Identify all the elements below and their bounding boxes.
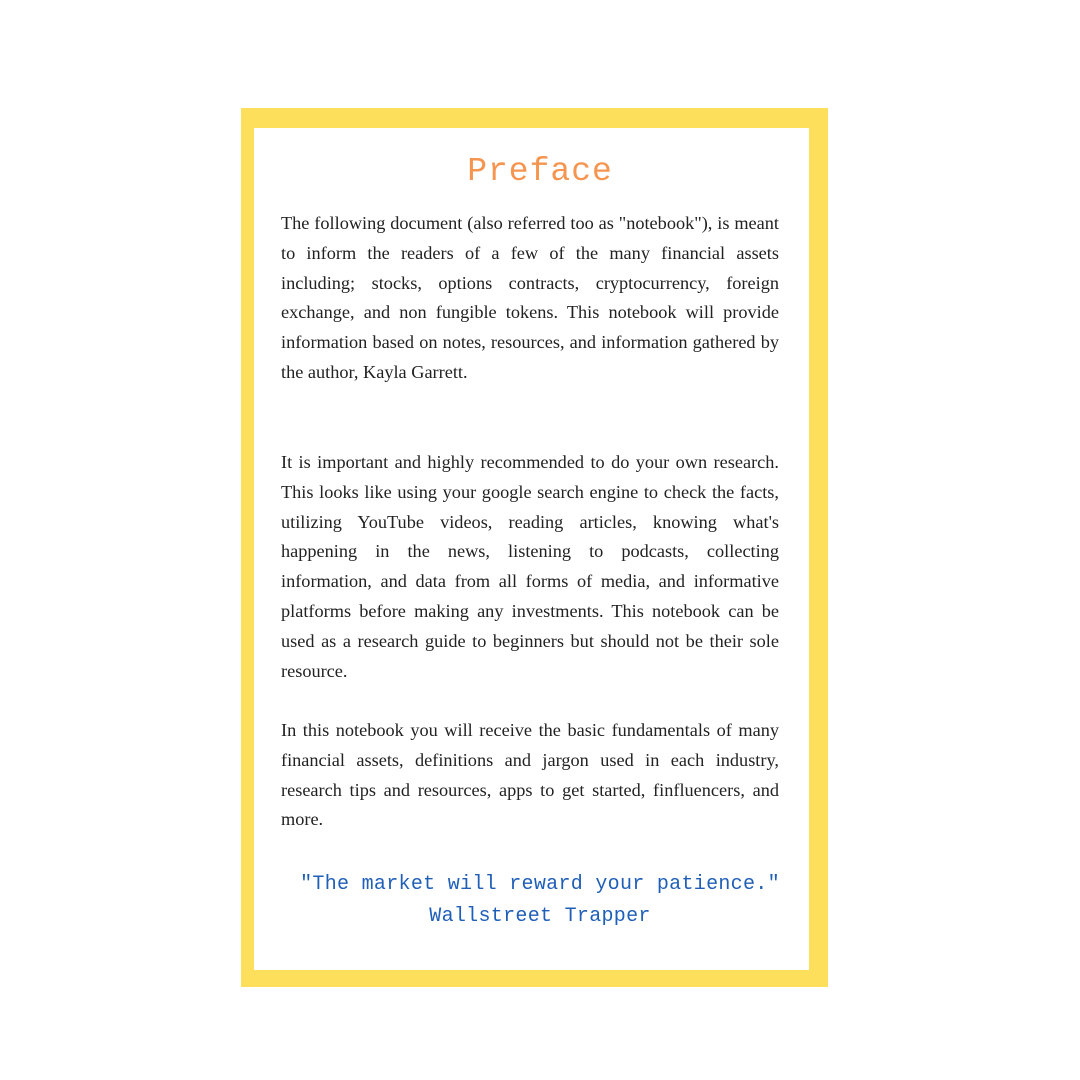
paragraph-contents: In this notebook you will receive the basic fundamentals of many financial assets, definitions and jargon used in each industry, research tips and resources, apps to get started, finfluencers, and more. (281, 720, 779, 830)
paragraph-intro: The following document (also referred too as "notebook"), is meant to inform the readers of a few of the many financial assets including; stocks, options contracts, cryptocurrency, foreign exchange, and non fungible tokens. This notebook will provide information based on notes, resources, and information gathered by the author, Kayla Garrett. (281, 213, 779, 382)
paragraph-research: It is important and highly recommended to do your own research. This looks like using your google search engine to check the facts, utilizing YouTube videos, reading articles, knowing what's happening in the news, listening to podcasts, collecting information, and data from all forms of media, and informative platforms before making any investments. This notebook can be used as a research guide to beginners but should not be their sole resource. (281, 452, 779, 681)
quote-attribution: Wallstreet Trapper (429, 905, 651, 928)
page-title: Preface (467, 153, 613, 190)
quote-text: "The market will reward your patience." (300, 873, 780, 896)
